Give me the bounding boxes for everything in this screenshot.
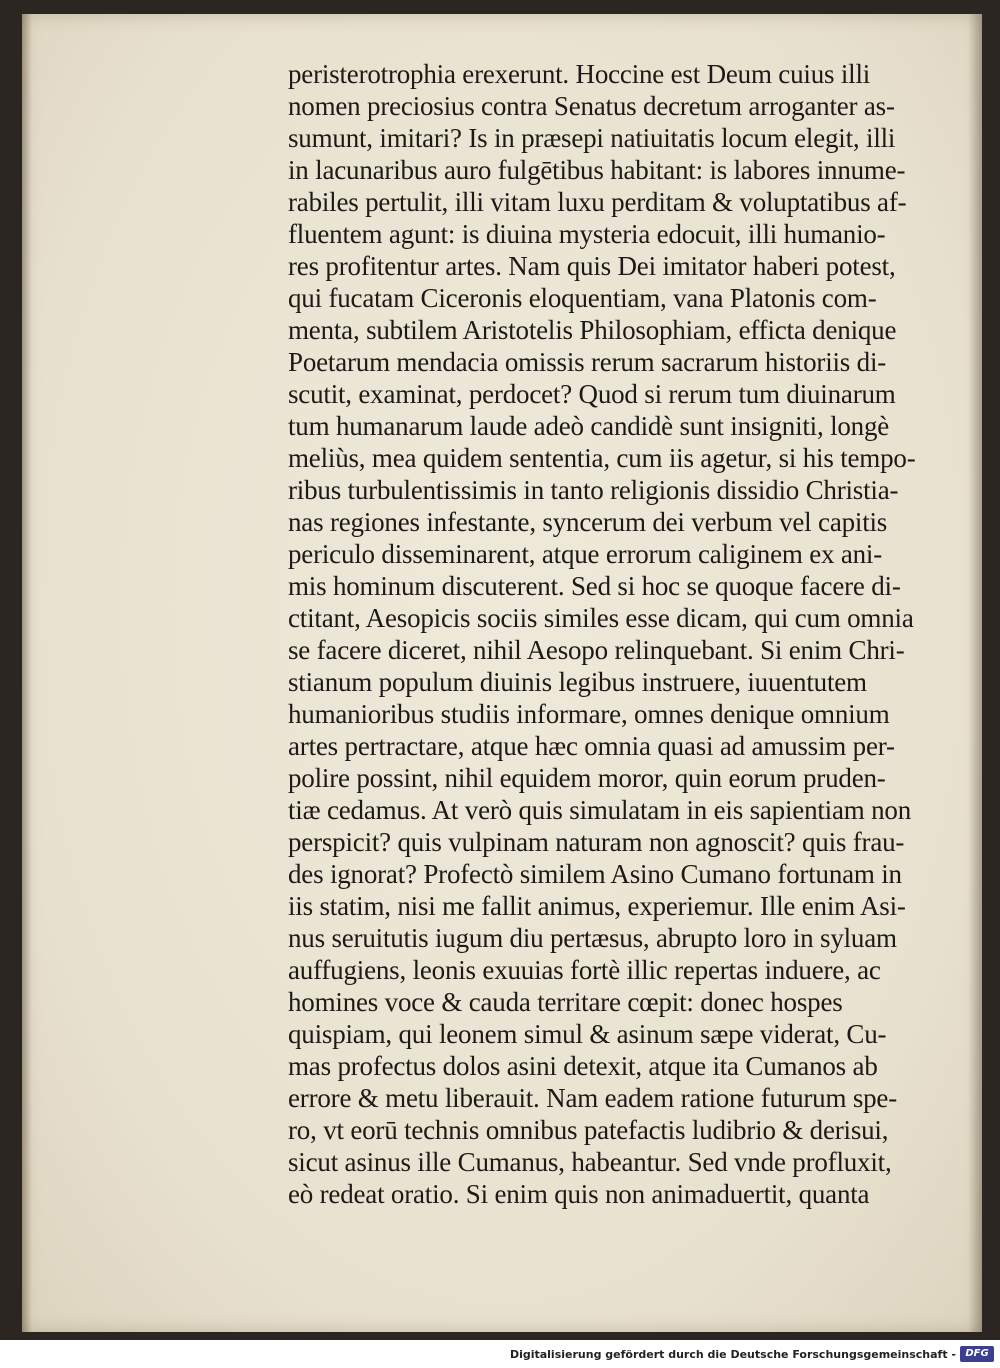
dfg-logo (960, 1346, 994, 1362)
text-line: periculo disseminarent, atque errorum caliginem ex ani- (288, 539, 883, 569)
text-line: ctitant, Aesopicis sociis similes esse dicam, qui cum omnia (288, 603, 914, 633)
text-line: nomen preciosius contra Senatus decretum arroganter as- (288, 91, 895, 121)
text-line: tiæ cedamus. At verò quis simulatam in eis sapientiam non (288, 795, 912, 825)
body-text (288, 58, 988, 1210)
text-line: mas profectus dolos asini detexit, atque ita Cumanos ab (288, 1051, 878, 1081)
text-line: Poetarum mendacia omissis rerum sacrarum historiis di- (288, 347, 887, 377)
text-line: humanioribus studiis informare, omnes denique omnium (288, 699, 890, 729)
text-line: homines voce & cauda territare cœpit: donec hospes (288, 987, 843, 1017)
book-page (22, 14, 982, 1332)
text-line: menta, subtilem Aristotelis Philosophiam, efficta denique (288, 315, 897, 345)
text-line: sicut asinus ille Cumanus, habeantur. Sed vnde profluxit, (288, 1147, 892, 1177)
text-line: res profitentur artes. Nam quis Dei imitator haberi potest, (288, 251, 896, 281)
dfg-logo-text: DFG (965, 1348, 989, 1359)
text-line: errore & metu liberauit. Nam eadem ratione futurum spe- (288, 1083, 898, 1113)
text-line: artes pertractare, atque hæc omnia quasi ad amussim per- (288, 731, 895, 761)
text-line: ro, vt eorū technis omnibus patefactis ludibrio & derisui, (288, 1115, 889, 1145)
text-line: sumunt, imitari? Is in præsepi natiuitatis locum elegit, illi (288, 123, 896, 153)
text-line: iis statim, nisi me fallit animus, experiemur. Ille enim Asi- (288, 891, 906, 921)
text-line: des ignorat? Profectò similem Asino Cumano fortunam in (288, 859, 902, 889)
text-line: nas regiones infestante, syncerum dei verbum vel capitis (288, 507, 888, 537)
text-line: eò redeat oratio. Si enim quis non animaduertit, quanta (288, 1179, 870, 1209)
page-gutter-shadow (22, 14, 32, 1332)
text-line: quispiam, qui leonem simul & asinum sæpe viderat, Cu- (288, 1019, 887, 1049)
text-line: peristerotrophia erexerunt. Hoccine est Deum cuius illi (288, 59, 871, 89)
text-line: tum humanarum laude adeò candidè sunt insigniti, longè (288, 411, 890, 441)
text-line: auffugiens, leonis exuuias fortè illic repertas induere, ac (288, 955, 881, 985)
text-line: qui fucatam Ciceronis eloquentiam, vana Platonis com- (288, 283, 877, 313)
text-line: fluentem agunt: is diuina mysteria edocuit, illi humanio- (288, 219, 886, 249)
text-line: meliùs, mea quidem sententia, cum iis agetur, si his tempo- (288, 443, 916, 473)
text-line: rabiles pertulit, illi vitam luxu perditam & voluptatibus af- (288, 187, 907, 217)
text-line: mis hominum discuterent. Sed si hoc se quoque facere di- (288, 571, 901, 601)
digitization-footer (0, 1340, 1000, 1368)
text-line: scutit, examinat, perdocet? Quod si rerum tum diuinarum (288, 379, 896, 409)
text-line: ribus turbulentissimis in tanto religionis dissidio Christia- (288, 475, 899, 505)
text-line: stianum populum diuinis legibus instruere, iuuentutem (288, 667, 867, 697)
text-line: perspicit? quis vulpinam naturam non agnoscit? quis frau- (288, 827, 905, 857)
text-line: in lacunaribus auro fulgētibus habitant: is labores innume- (288, 155, 906, 185)
text-line: se facere diceret, nihil Aesopo relinquebant. Si enim Chri- (288, 635, 905, 665)
text-line: nus seruitutis iugum diu pertæsus, abrupto loro in syluam (288, 923, 897, 953)
text-line: polire possint, nihil equidem moror, quin eorum pruden- (288, 763, 886, 793)
funding-credit: Digitalisierung gefördert durch die Deutsche Forschungsgemeinschaft - (509, 1348, 956, 1361)
